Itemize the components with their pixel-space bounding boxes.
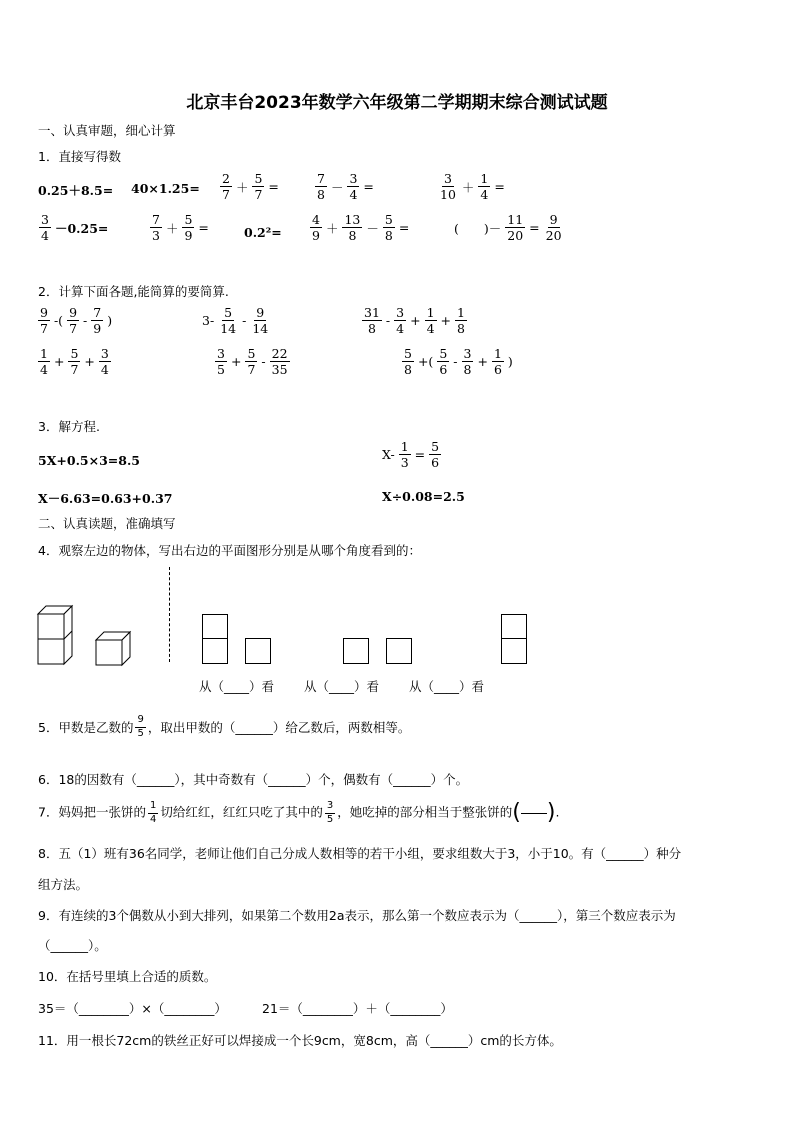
page-title: 北京丰台2023年数学六年级第二学期期末综合测试试题 [186,93,608,113]
q10-line-2: 21＝（________）＋（________） [262,1001,453,1016]
q1-label: 1．直接写得数 [38,149,121,164]
q2-expr-6: $\frac{5}{8}$ +( $\frac{5}{6}$ - $\frac{3}{8}$ + $\frac{1}{6}$ ) [404,346,513,378]
q2-expr-3: $\frac{31}{8}$ - $\frac{3}{4}$ + $\frac{1}{4}$ + $\frac{1}{8}$ [364,305,465,337]
q1-r2-e: ( )－ $\frac{11}{20}$ = $\frac{9}{20}$ [454,212,562,244]
q3-label: 3．解方程. [38,419,100,434]
view-3-label: 从（____）看 [409,679,485,694]
q8-line-1: 8．五（1）班有36名同学，老师让他们自己分成人数相等的若干小组，要求组数大于3，小于10。有（______）种分 [38,846,682,861]
tall-stack-figure [38,606,72,664]
q2-expr-4: $\frac{1}{4}$ + $\frac{5}{7}$ + $\frac{3}{4}$ [40,346,109,378]
q1-r1-d: $\frac{7}{8}$ － $\frac{3}{4}$ = [317,171,374,203]
view-2-left-square [343,638,369,664]
q1-r1-e: $\frac{3}{10}$ ＋ $\frac{1}{4}$ = [440,171,505,203]
q2-expr-5: $\frac{3}{5}$ + $\frac{5}{7}$ - $\frac{22}{35}$ [217,346,288,378]
q1-r2-c: 0.2²= [244,225,282,240]
q3-eq-1: 5X+0.5×3=8.5 [38,453,141,468]
divider-dashed-line [169,567,170,662]
q3-eq-4: X÷0.08=2.5 [382,489,465,504]
view-1-top-square [202,614,228,640]
q3-eq-3: X－6.63=0.63+0.37 [38,491,173,506]
q2-expr-1: $\frac{9}{7}$ -( $\frac{9}{7}$ - $\frac{7}{9}$ ) [40,305,113,337]
q6-text: 6．18的因数有（______），其中奇数有（______）个，偶数有（______）个。 [38,772,469,787]
single-cube-figure [96,632,130,665]
q1-r2-a: $\frac{3}{4}$ －0.25= [41,212,109,244]
q1-r2-b: $\frac{7}{3}$ ＋ $\frac{5}{9}$ = [152,212,209,244]
view-1-side-square [245,638,271,664]
section-2-heading: 二、认真读题，准确填写 [38,516,176,531]
q1-r1-c: $\frac{2}{7}$ ＋ $\frac{5}{7}$ = [222,171,279,203]
q1-r1-a: 0.25＋8.5= [38,183,114,198]
q10-label: 10．在括号里填上合适的质数。 [38,969,217,984]
q7-answer-blank[interactable]: ( ) [512,800,556,825]
q4-label: 4．观察左边的物体，写出右边的平面图形分别是从哪个角度看到的： [38,543,421,558]
view-2-right-square [386,638,412,664]
q11-text: 11．用一根长72cm的铁丝正好可以焊接成一个长9cm，宽8cm，高（______）cm的长方体。 [38,1033,562,1048]
q5-text: 5．甲数是乙数的 $\frac{9}{5}$ ，取出甲数的（______）给乙数后，两数相等。 [38,714,411,739]
view-2-label: 从（____）看 [304,679,380,694]
q8-line-2: 组方法。 [38,877,89,892]
q1-r2-d: $\frac{4}{9}$ ＋ $\frac{13}{8}$ － $\frac{5}{8}$ = [312,212,410,244]
q7-text: 7．妈妈把一张饼的 $\frac{1}{4}$ 切给红红，红红只吃了其中的 $\frac{3}{5}$ ，她吃掉的部分相当于整张饼的( ). [38,800,560,825]
section-1-heading: 一、认真审题，细心计算 [38,123,176,138]
view-1-label: 从（____）看 [199,679,275,694]
q10-line-1: 35＝（________）×（________） [38,1001,227,1016]
q1-r1-b: 40×1.25= [131,181,200,196]
q4-solid-figures [36,600,136,670]
view-3-top-square [501,614,527,640]
q2-expr-2: 3- $\frac{5}{14}$ - $\frac{9}{14}$ [202,305,269,337]
q2-label: 2．计算下面各题,能简算的要简算. [38,284,229,299]
q9-line-1: 9．有连续的3个偶数从小到大排列，如果第二个数用2a表示，那么第一个数应表示为（______），第三个数应表示为 [38,908,676,923]
q3-eq-2: X- $\frac{1}{3}$ = $\frac{5}{6}$ [382,439,440,471]
view-1-bottom-square [202,638,228,664]
view-3-bottom-square [501,638,527,664]
q9-line-2: （______）。 [38,938,107,953]
